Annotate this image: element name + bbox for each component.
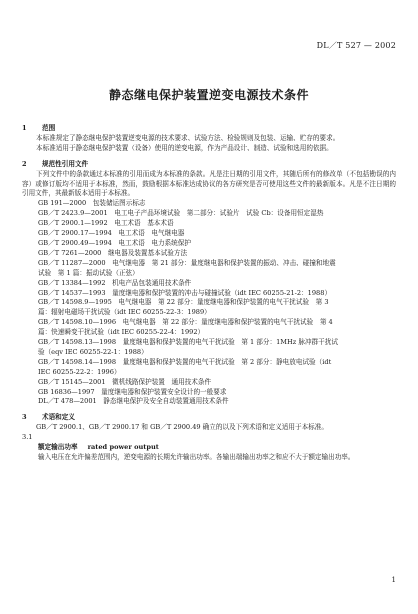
reference-continuation: 试验 第 1 篇：振动试验（正弦） — [38, 268, 139, 277]
section-title: 范围 — [42, 124, 56, 132]
section-title: 术语和定义 — [42, 413, 75, 422]
section-heading-terms — [22, 413, 396, 423]
reference-item: GB／T 2900.17—1994 电工术语 电气继电器 — [38, 229, 185, 238]
reference-item: GB／T 14598.9—1995 电气继电器 第 22 部分：量度继电器和保护装置的电气干扰试验 第 3 — [38, 298, 329, 307]
reference-item: GB／T 15145—2001 微机线路保护装置 通用技术条件 — [38, 377, 212, 386]
page-number: 1 — [391, 576, 396, 584]
reference-item: GB／T 14598.10—1996 电气继电器 第 22 部分：量度继电器和保护装置的电气干扰试验 第 4 — [38, 318, 333, 327]
scope-paragraph-1: 本标准规定了静态继电保护装置逆变电源的技术要求、试验方法、检验规则及包装、运输、贮存的要求。 — [36, 133, 340, 142]
terms-intro: GB／T 2900.1、GB／T 2900.17 和 GB／T 2900.49 确立的以及下列术语和定义适用于本标准。 — [36, 423, 328, 432]
section-title: 规范性引用文件 — [42, 159, 89, 168]
section-heading-scope — [22, 124, 396, 134]
reference-item: GB 16836—1997 量度继电器和保护装置安全设计的一般要求 — [38, 387, 227, 396]
term-definition: 输入电压在允许偏差范围内，逆变电源的长期允许输出功率。各输出端输出功率之和应不大于额定输出功率。 — [38, 453, 355, 461]
reference-item: DL／T 478—2001 静态继电保护及安全自动装置通用技术条件 — [38, 397, 229, 406]
subsection-number: 3.1 — [22, 433, 33, 442]
term-chinese: 额定输出功率 — [38, 443, 78, 452]
section-heading-references — [22, 160, 396, 170]
reference-item: GB／T 14537—1993 量度继电器和保护装置的冲击与碰撞试验（idt IEC 60255-21-2：1988） — [38, 288, 332, 297]
reference-item: GB／T 14598.14—1998 量度继电器和保护装置的电气干扰试验 第 2 部分：静电放电试验（idt — [38, 357, 332, 366]
reference-continuation: 篇：快速瞬变干扰试验（idt IEC 60255-22-4：1992） — [38, 328, 205, 337]
term-entry — [22, 443, 396, 453]
reference-continuation: 验（eqv IEC 60255-22-1：1988） — [38, 347, 148, 356]
page-title: 静态继电保护装置逆变电源技术条件 — [108, 88, 309, 102]
reference-item: GB／T 7261—2000 继电器及装置基本试验方法 — [38, 248, 188, 257]
reference-item: GB 191—2000 包装储运图示标志 — [38, 199, 146, 208]
reference-continuation: 篇：辐射电磁场干扰试验（idt IEC 60255-22-3：1989） — [38, 308, 211, 317]
reference-item: GB／T 11287—2000 电气继电器 第 21 部分：量度继电器和保护装置的振动、冲击、碰撞和地震 — [38, 258, 336, 267]
section-number: 1 — [22, 124, 27, 132]
references-intro: 下列文件中的条款通过本标准的引用而成为本标准的条款。凡是注日期的引用文件，其随后所有的修改单（不包括勘误的内容）或修订版均不适用于本标准，然而，鼓励根据本标准达成协议的各方研究是否可使用这些文件的最新版本。凡是不注日期的引用文件，其最新版本适用于本标准。 — [22, 169, 396, 198]
reference-list — [22, 199, 396, 407]
reference-item: GB／T 2423.9—2001 电工电子产品环境试验 第二部分：试验片 试验 Cb：设备用恒定湿热 — [38, 209, 324, 218]
term-english: rated power output — [87, 443, 159, 452]
reference-item: GB／T 2900.1—1992 电工术语 基本术语 — [38, 219, 174, 228]
section-number: 3 — [22, 413, 27, 422]
scope-paragraph-2: 本标准适用于静态继电保护装置（设备）使用的逆变电源，作为产品设计、制造、试验和选用的依据。 — [36, 143, 333, 152]
document-body — [22, 118, 396, 463]
reference-item: GB／T 14598.13—1998 量度继电器和保护装置的电气干扰试验 第 1 部分：1MHz 脉冲群干扰试 — [38, 338, 338, 347]
standard-code: DL／T 527 — 2002 — [316, 41, 396, 50]
reference-continuation: IEC 60255-22-2：1996） — [38, 367, 121, 376]
reference-item: GB／T 13384—1992 机电产品包装通用技术条件 — [38, 278, 192, 287]
reference-item: GB／T 2900.49—1994 电工术语 电力系统保护 — [38, 238, 191, 247]
section-number: 2 — [22, 159, 27, 168]
